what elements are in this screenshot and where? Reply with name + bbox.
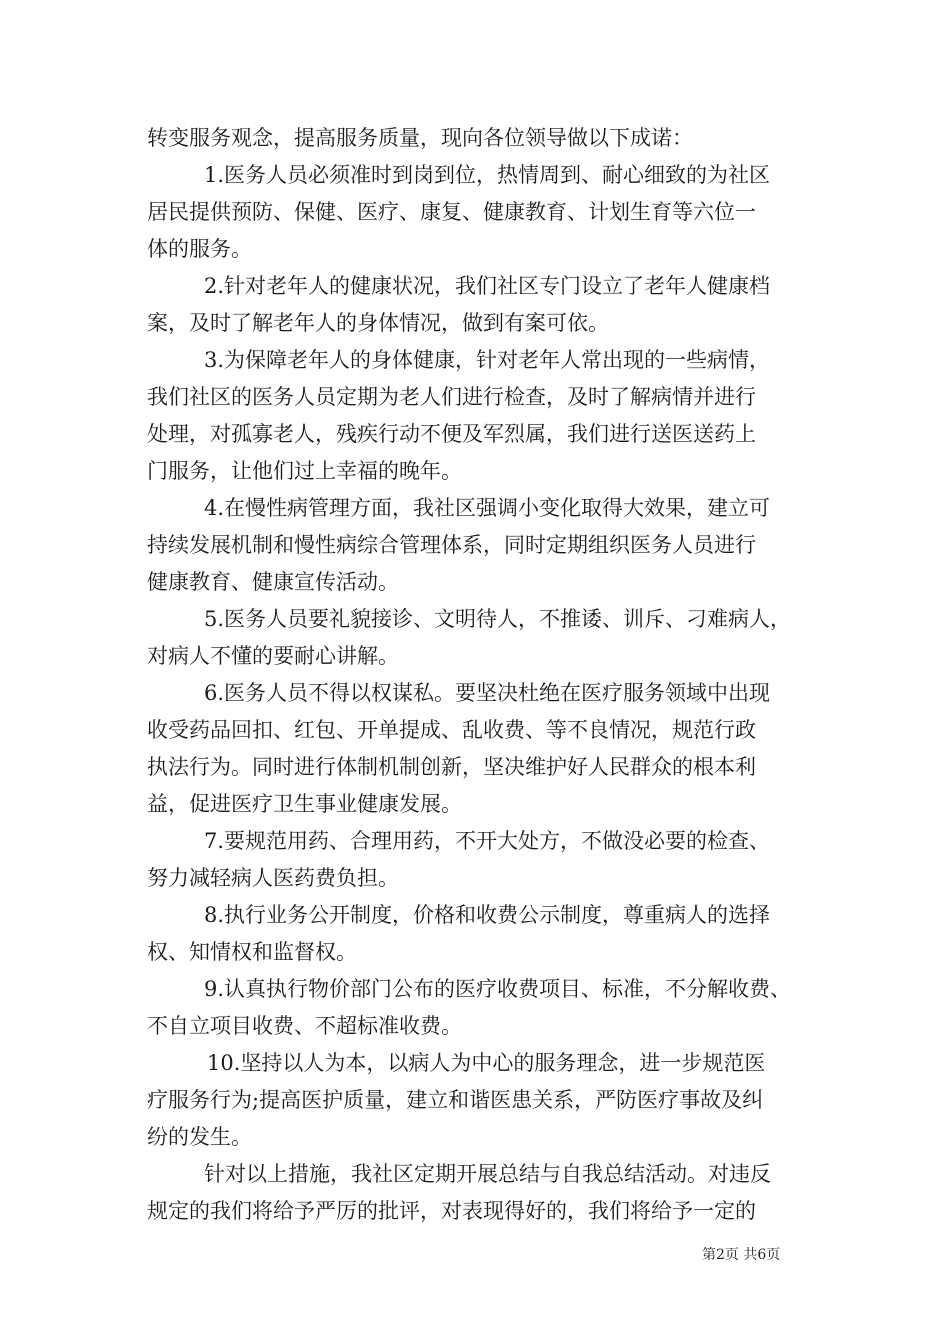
text-line: 执法行为。同时进行体制机制创新，坚决维护好人民群众的根本利 — [147, 755, 756, 779]
text-line: 体的服务。 — [147, 237, 252, 261]
text-line: 居民提供预防、保健、医疗、康复、健康教育、计划生育等六位一 — [147, 200, 756, 224]
text-line: 处理，对孤寡老人，残疾行动不便及军烈属，我们进行送医送药上 — [147, 422, 756, 446]
text-line: 案，及时了解老年人的身体情况，做到有案可依。 — [147, 311, 609, 335]
text-line: 益，促进医疗卫生事业健康发展。 — [147, 792, 462, 816]
page-number: 第2页 共6页 — [702, 1247, 781, 1263]
text-line: 规定的我们将给予严厉的批评，对表现得好的，我们将给予一定的 — [147, 1199, 756, 1223]
text-line: 7.要规范用药、合理用药，不开大处方，不做没必要的检查、 — [204, 829, 771, 853]
text-line: 健康教育、健康宣传活动。 — [147, 570, 399, 594]
text-line: 门服务，让他们过上幸福的晚年。 — [147, 459, 462, 483]
text-line: 2.针对老年人的健康状况，我们社区专门设立了老年人健康档 — [204, 274, 771, 298]
text-line: 纷的发生。 — [147, 1125, 252, 1149]
text-line: 5.医务人员要礼貌接诊、文明待人，不推诿、训斥、刁难病人， — [204, 607, 792, 631]
text-line: 收受药品回扣、红包、开单提成、乱收费、等不良情况，规范行政 — [147, 718, 756, 742]
text-line: 权、知情权和监督权。 — [147, 940, 357, 964]
text-line: 努力减轻病人医药费负担。 — [147, 866, 399, 890]
text-line: 持续发展机制和慢性病综合管理体系，同时定期组织医务人员进行 — [147, 533, 756, 557]
text-line: 不自立项目收费、不超标准收费。 — [147, 1014, 462, 1038]
text-line: 针对以上措施，我社区定期开展总结与自我总结活动。对违反 — [204, 1162, 771, 1186]
text-line: 转变服务观念，提高服务质量，现向各位领导做以下成诺： — [147, 126, 693, 150]
text-line: 我们社区的医务人员定期为老人们进行检查，及时了解病情并进行 — [147, 385, 756, 409]
text-line: 9.认真执行物价部门公布的医疗收费项目、标准，不分解收费、 — [204, 977, 792, 1001]
text-line: 1.医务人员必须准时到岗到位，热情周到、耐心细致的为社区 — [204, 163, 771, 187]
text-line: 4.在慢性病管理方面，我社区强调小变化取得大效果，建立可 — [204, 496, 771, 520]
text-line: 10.坚持以人为本，以病人为中心的服务理念，进一步规范医 — [207, 1051, 766, 1075]
text-line: 8.执行业务公开制度，价格和收费公示制度，尊重病人的选择 — [204, 903, 771, 927]
text-line: 对病人不懂的要耐心讲解。 — [147, 644, 399, 668]
text-line: 3.为保障老年人的身体健康，针对老年人常出现的一些病情， — [204, 348, 771, 372]
text-line: 6.医务人员不得以权谋私。要坚决杜绝在医疗服务领域中出现 — [204, 681, 771, 705]
text-line: 疗服务行为;提高医护质量，建立和谐医患关系，严防医疗事故及纠 — [147, 1088, 764, 1112]
